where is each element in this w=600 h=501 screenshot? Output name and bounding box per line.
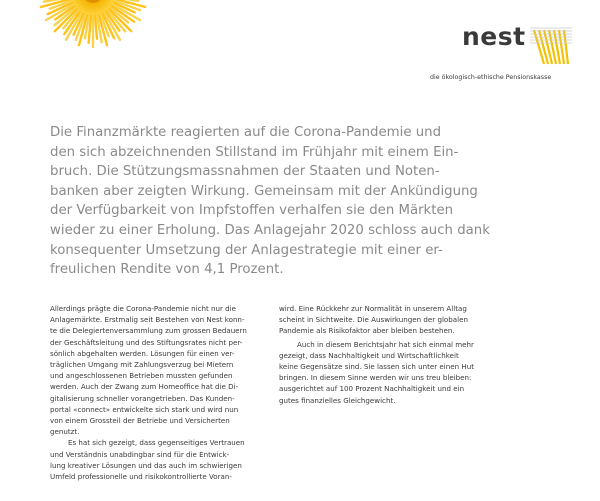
body-line: Umfeld professionelle und risikokontrollierte Voran- bbox=[50, 472, 232, 482]
lead-line: konsequenter Umsetzung der Anlagestrategie mit einer er- bbox=[50, 242, 443, 258]
body-line: Allerdings prägte die Corona-Pandemie nicht nur die bbox=[50, 304, 237, 313]
body-line: lung kreativer Lösungen und das auch im schwierigen bbox=[50, 460, 242, 470]
body-line: scheint in Sichtweite. Die Auswirkungen der globalen bbox=[279, 315, 468, 325]
body-line: und Verständnis unabdingbar sind für die Entwick- bbox=[50, 449, 230, 459]
body-line: genutzt. bbox=[50, 427, 80, 437]
body-line: sönlich abgehalten werden. Lösungen für einen ver- bbox=[50, 348, 235, 358]
nest-logo bbox=[462, 24, 572, 72]
lead-paragraph bbox=[50, 123, 490, 280]
body-line: und angeschlossenen Betrieben mussten gefunden bbox=[50, 371, 233, 381]
lead-line: den sich abzeichnenden Stillstand im Frühjahr mit einem Ein- bbox=[50, 144, 459, 160]
body-line: keine Gegensätze sind. Sie lassen sich unter einen Hut bbox=[279, 362, 474, 372]
body-line: gutes finanzielles Gleichgewicht. bbox=[279, 395, 396, 405]
lead-line: freulichen Rendite von 4,1 Prozent. bbox=[50, 262, 284, 278]
body-line: ausgerichtet auf 100 Prozent Nachhaltigkeit und ein bbox=[279, 384, 465, 394]
body-line: te die Delegiertenversammlung zum grossen Bedauern bbox=[50, 326, 247, 336]
body-line: portal «connect» entwickelte sich stark und wird nun bbox=[50, 404, 239, 414]
lead-line: Die Finanzmärkte reagierten auf die Corona-Pandemie und bbox=[50, 125, 442, 140]
dandelion-flower-image bbox=[38, 0, 148, 48]
body-line: gezeigt, dass Nachhaltigkeit und Wirtschaftlichkeit bbox=[279, 350, 459, 360]
body-line: wird. Eine Rückkehr zur Normalität in unserem Alltag bbox=[279, 304, 467, 313]
body-line: gitalisierung schneller vorangetrieben. Das Kunden- bbox=[50, 393, 235, 403]
body-line: Es hat sich gezeigt, dass gegenseitiges Vertrauen bbox=[68, 438, 245, 448]
body-column-right bbox=[279, 303, 491, 406]
lead-line: bruch. Die Stützungsmassnahmen der Staaten und Noten- bbox=[50, 164, 440, 180]
logo-tagline: die ökologisch-ethische Pensionskasse bbox=[430, 74, 552, 81]
logo-stripe bbox=[564, 30, 568, 64]
body-line: von einem Grossteil der Betriebe und Versicherten bbox=[50, 416, 230, 426]
body-line: werden. Auch der Zwang zum Homeoffice hat die Di- bbox=[50, 382, 239, 392]
lead-line: wieder zu einer Erholung. Das Anlagejahr 2020 schloss auch dank bbox=[50, 222, 490, 238]
lead-line: der Verfügbarkeit von Impfstoffen verhalfen sie den Märkten bbox=[50, 203, 454, 219]
logo-wordmark: nest bbox=[462, 22, 526, 51]
body-line: Auch in diesem Berichtsjahr hat sich einmal mehr bbox=[297, 339, 474, 349]
body-line: träglichen Umgang mit Zahlungsverzug bei Mietern bbox=[50, 360, 234, 370]
body-line: der Geschäftsleitung und des Stiftungsrates nicht per- bbox=[50, 337, 243, 347]
body-line: bringen. In diesem Sinne werden wir uns treu bleiben: bbox=[279, 373, 472, 383]
body-line: Anlagemärkte. Erstmalig seit Bestehen von Nest konn- bbox=[50, 315, 245, 325]
body-column-left bbox=[50, 303, 262, 482]
nest-logo-icon bbox=[530, 26, 572, 66]
body-line: Pandemie als Risikofaktor aber bleiben bestehen. bbox=[279, 326, 455, 336]
lead-line: banken aber zeigten Wirkung. Gemeinsam mit der Ankündigung bbox=[50, 183, 478, 199]
